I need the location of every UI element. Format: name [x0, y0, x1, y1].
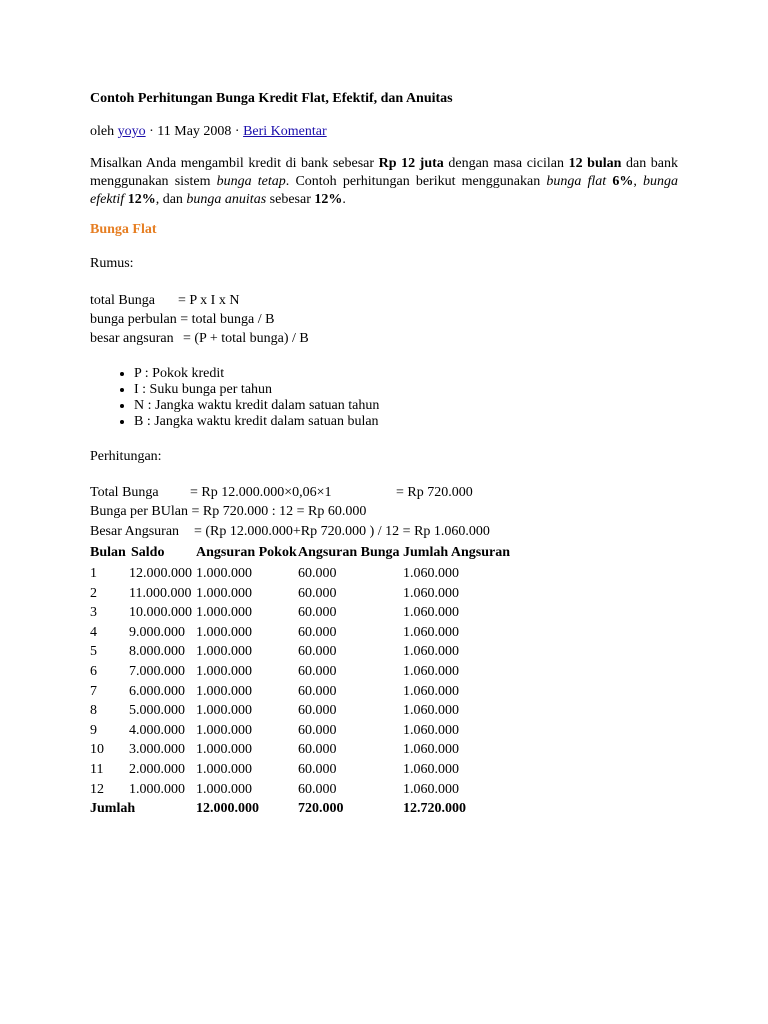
table-cell-angsuran-bunga: 60.000 — [298, 664, 337, 679]
loan-term: 12 bulan — [568, 156, 622, 171]
table-cell-bulan: 7 — [90, 683, 97, 699]
intro-text: dengan masa cicilan — [443, 156, 569, 171]
list-item: • I : Suku bunga per tahun — [134, 382, 634, 398]
table-cell-angsuran-bunga: 60.000 — [298, 781, 337, 797]
table-header-bulan: Bulan — [90, 545, 126, 560]
table-header-angsuran-pokok: Angsuran Pokok — [196, 545, 297, 560]
table-cell-angsuran-bunga: 60.000 — [298, 566, 337, 581]
table-cell-bulan: 2 — [90, 585, 97, 601]
table-cell-angsuran-bunga: 60.000 — [298, 683, 337, 699]
installment-table — [90, 544, 550, 824]
calc-result: = Rp 720.000 — [396, 485, 473, 500]
table-cell-saldo: 2.000.000 — [129, 762, 185, 777]
table-cell-bulan: 4 — [90, 624, 97, 640]
table-cell-saldo: 8.000.000 — [129, 644, 185, 660]
table-cell-angsuran-bunga: 60.000 — [298, 762, 337, 777]
table-cell-bulan: 5 — [90, 644, 97, 660]
table-cell-jumlah-angsuran: 1.060.000 — [403, 566, 459, 581]
list-item: • N : Jangka waktu kredit dalam satuan tahun — [134, 398, 634, 414]
annuity-rate: 12% — [314, 192, 343, 207]
formula-expr: = (P + total bunga) / B — [183, 331, 309, 346]
table-cell-angsuran-pokok: 1.000.000 — [196, 762, 252, 777]
byline — [90, 123, 327, 141]
table-cell-angsuran-bunga: 60.000 — [298, 605, 337, 621]
table-cell-saldo: 11.000.000 — [129, 585, 192, 601]
formula-label: total Bunga — [90, 293, 155, 308]
table-cell-bulan: 1 — [90, 566, 97, 581]
table-footer-jumlah-angsuran: 12.720.000 — [403, 801, 466, 817]
page-title: Contoh Perhitungan Bunga Kredit Flat, Efektif, dan Anuitas — [90, 91, 453, 106]
table-cell-saldo: 3.000.000 — [129, 742, 185, 758]
effective-rate: 12% — [127, 192, 156, 207]
table-header-angsuran-bunga: Angsuran Bunga — [298, 545, 400, 560]
calc-label: Besar Angsuran — [90, 524, 180, 539]
table-cell-bulan: 12 — [90, 781, 104, 797]
byline-prefix: oleh — [90, 124, 118, 139]
list-item: • B : Jangka waktu kredit dalam satuan bulan — [134, 414, 634, 430]
table-cell-bulan: 8 — [90, 703, 97, 719]
calc-expr: = (Rp 12.000.000+Rp 720.000 ) / 12 = Rp 1.060.000 — [194, 524, 490, 539]
calc-expr: = Rp 12.000.000×0,06×1 — [190, 485, 332, 500]
table-cell-angsuran-bunga: 60.000 — [298, 722, 337, 738]
table-cell-angsuran-pokok: 1.000.000 — [196, 781, 252, 797]
table-cell-jumlah-angsuran: 1.060.000 — [403, 703, 459, 719]
table-cell-angsuran-pokok: 1.000.000 — [196, 664, 252, 679]
calc-expr: = Rp 720.000 : 12 = Rp 60.000 — [191, 504, 367, 519]
table-cell-saldo: 9.000.000 — [129, 624, 185, 640]
table-cell-bulan: 10 — [90, 742, 104, 758]
perhitungan-label: Perhitungan: — [90, 449, 162, 464]
intro-text: dan bank menggunakan sistem — [90, 156, 678, 189]
formula-line — [90, 292, 239, 310]
table-cell-angsuran-pokok: 1.000.000 — [196, 624, 252, 640]
intro-term: bunga anuitas — [186, 192, 267, 207]
calc-line — [90, 503, 366, 521]
table-cell-angsuran-pokok: 1.000.000 — [196, 742, 252, 758]
table-cell-jumlah-angsuran: 1.060.000 — [403, 781, 459, 797]
table-cell-saldo: 10.000.000 — [129, 605, 192, 621]
table-cell-jumlah-angsuran: 1.060.000 — [403, 624, 459, 640]
formula-line — [90, 311, 274, 329]
table-cell-angsuran-bunga: 60.000 — [298, 585, 337, 601]
table-cell-angsuran-pokok: 1.000.000 — [196, 605, 252, 621]
flat-rate: 6% — [612, 174, 634, 189]
table-cell-bulan: 3 — [90, 605, 97, 621]
section-heading: Bunga Flat — [90, 222, 157, 237]
table-header-saldo: Saldo — [131, 545, 165, 560]
intro-term: bunga efektif — [90, 174, 678, 207]
table-cell-bulan: 9 — [90, 722, 97, 738]
table-cell-angsuran-pokok: 1.000.000 — [196, 585, 252, 601]
calc-label: Total Bunga — [90, 485, 159, 500]
table-cell-jumlah-angsuran: 1.060.000 — [403, 742, 459, 758]
table-cell-angsuran-pokok: 1.000.000 — [196, 566, 252, 581]
author-link[interactable]: yoyo — [117, 124, 146, 139]
table-cell-saldo: 1.000.000 — [129, 781, 185, 797]
table-cell-angsuran-bunga: 60.000 — [298, 742, 337, 758]
table-cell-jumlah-angsuran: 1.060.000 — [403, 605, 459, 621]
table-cell-angsuran-pokok: 1.000.000 — [196, 683, 252, 699]
table-cell-bulan: 11 — [90, 762, 104, 777]
table-cell-saldo: 5.000.000 — [129, 703, 185, 719]
intro-text: . — [342, 192, 346, 207]
table-cell-angsuran-bunga: 60.000 — [298, 644, 337, 660]
formula-expr: = P x I x N — [178, 293, 240, 308]
intro-text: . Contoh perhitungan berikut menggunakan — [285, 174, 547, 189]
intro-text: , dan — [155, 192, 187, 207]
intro-text: Misalkan Anda mengambil kredit di bank sebesar — [90, 156, 379, 171]
definition-list — [90, 366, 634, 430]
calc-label: Bunga per BUlan — [90, 504, 188, 519]
table-cell-jumlah-angsuran: 1.060.000 — [403, 644, 459, 660]
rumus-label: Rumus: — [90, 256, 134, 271]
table-cell-bulan: 6 — [90, 664, 97, 679]
table-cell-jumlah-angsuran: 1.060.000 — [403, 683, 459, 699]
formula-label: bunga perbulan — [90, 312, 177, 327]
table-cell-jumlah-angsuran: 1.060.000 — [403, 762, 459, 777]
intro-term: bunga flat — [546, 174, 607, 189]
table-cell-angsuran-bunga: 60.000 — [298, 624, 337, 640]
table-header-jumlah-angsuran: Jumlah Angsuran — [403, 545, 510, 560]
formula-expr: = total bunga / B — [180, 312, 275, 327]
formula-line — [90, 330, 309, 348]
intro-term: bunga tetap — [216, 174, 286, 189]
byline-date: · 11 May 2008 · — [145, 124, 244, 139]
comment-link[interactable]: Beri Komentar — [243, 124, 327, 139]
table-cell-jumlah-angsuran: 1.060.000 — [403, 664, 459, 679]
formula-label: besar angsuran — [90, 331, 174, 346]
table-cell-angsuran-pokok: 1.000.000 — [196, 644, 252, 660]
intro-paragraph — [90, 155, 678, 209]
table-cell-saldo: 6.000.000 — [129, 683, 185, 699]
table-cell-angsuran-pokok: 1.000.000 — [196, 722, 252, 738]
intro-text: , — [633, 174, 643, 189]
table-footer-angsuran-bunga: 720.000 — [298, 801, 344, 817]
table-cell-jumlah-angsuran: 1.060.000 — [403, 722, 459, 738]
table-cell-angsuran-bunga: 60.000 — [298, 703, 337, 719]
table-cell-saldo: 4.000.000 — [129, 722, 185, 738]
loan-amount: Rp 12 juta — [378, 156, 444, 171]
list-item: • P : Pokok kredit — [134, 366, 634, 382]
table-footer-angsuran-pokok: 12.000.000 — [196, 801, 259, 817]
table-cell-angsuran-pokok: 1.000.000 — [196, 703, 252, 719]
table-cell-jumlah-angsuran: 1.060.000 — [403, 585, 459, 601]
table-footer-bulan: Jumlah — [90, 801, 136, 817]
table-cell-saldo: 12.000.000 — [129, 566, 192, 581]
table-cell-saldo: 7.000.000 — [129, 664, 185, 679]
intro-text: sebesar — [266, 192, 315, 207]
